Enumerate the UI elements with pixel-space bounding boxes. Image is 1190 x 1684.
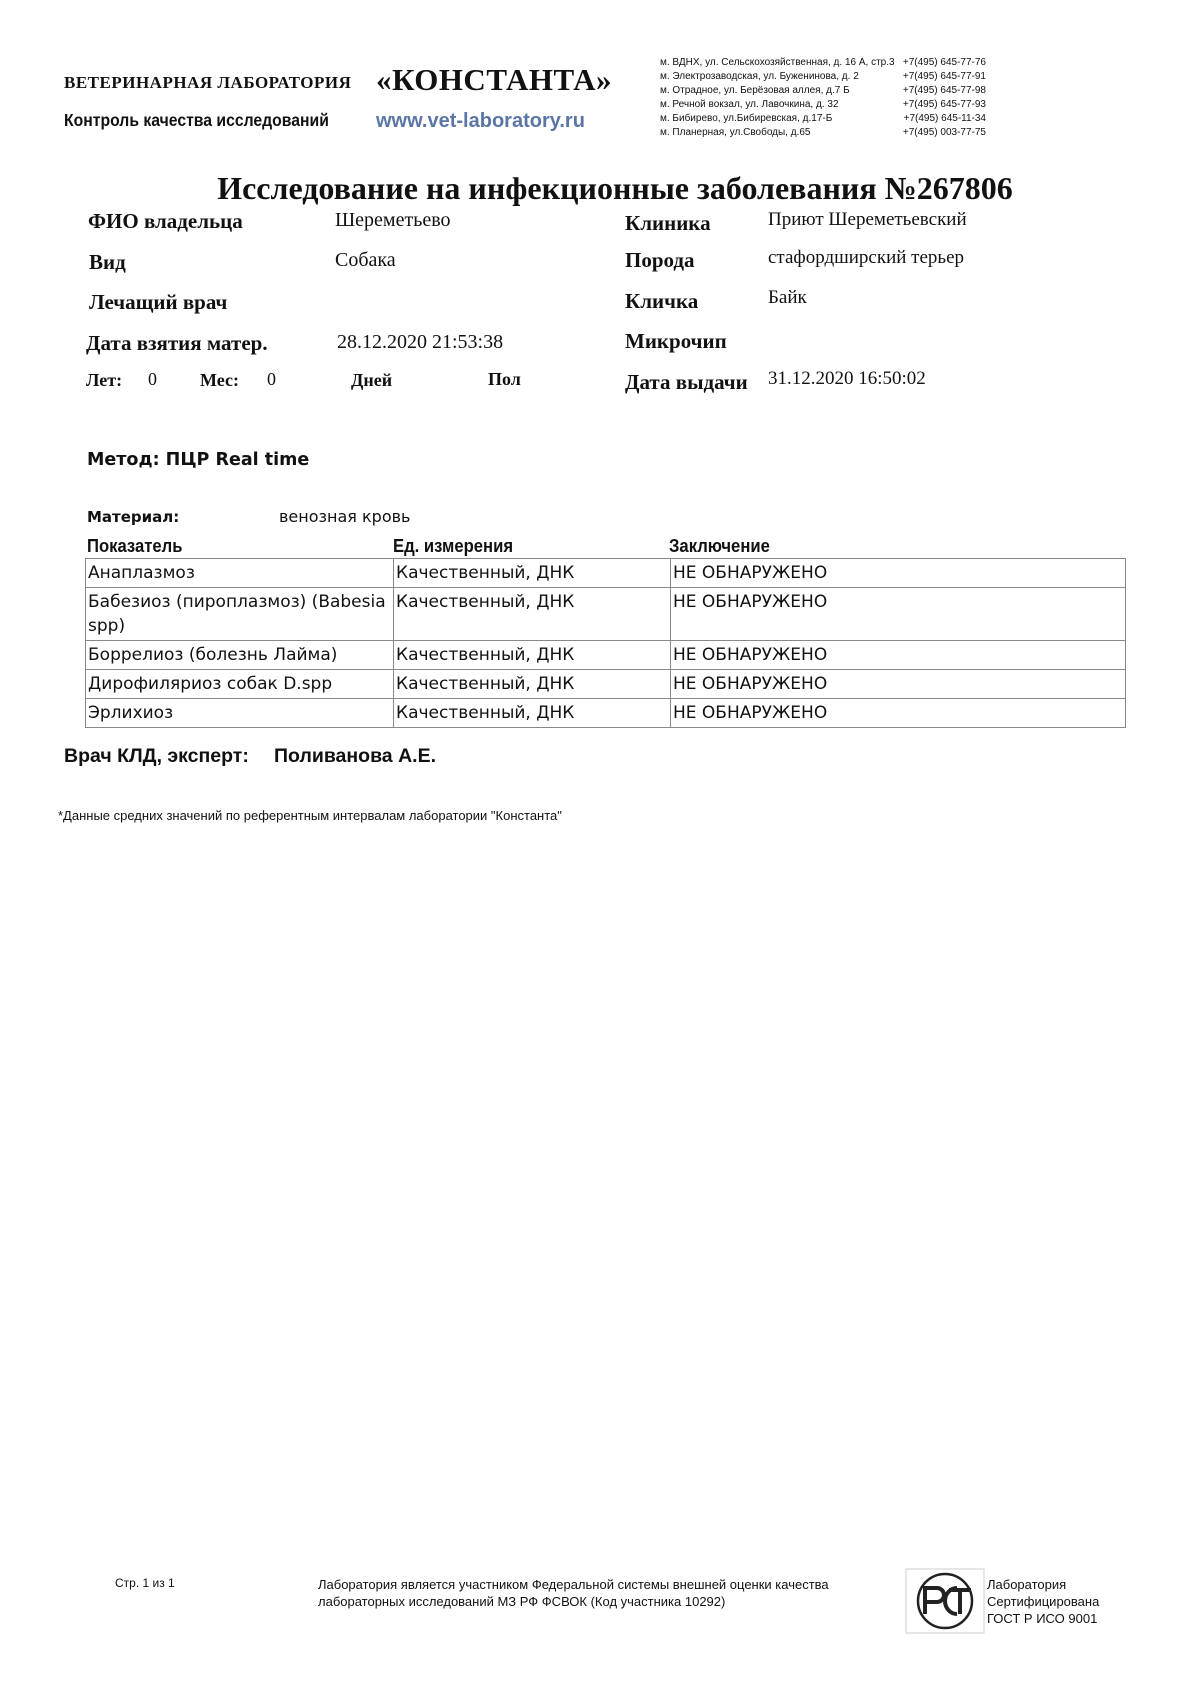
branch-address: м. Речной вокзал, ул. Лавочкина, д. 32 [660,99,839,110]
years-value: 0 [148,369,157,389]
months-label: Мес: [200,370,239,390]
unit-cell: Качественный, ДНК [394,588,671,641]
signature-label: Врач КЛД, эксперт: [64,745,249,767]
column-header-unit: Ед. измерения [393,535,514,556]
sample-date-label: Дата взятия матер. [86,331,268,355]
quality-control-caption: Контроль качества исследований [64,110,329,130]
material-label: Материал: [87,508,180,526]
unit-cell: Качественный, ДНК [394,641,671,670]
column-header-indicator: Показатель [87,535,183,556]
breed-label: Порода [625,248,695,272]
lab-name: ВЕТЕРИНАРНАЯ ЛАБОРАТОРИЯ [64,73,352,92]
footnote: *Данные средних значений по референтным интервалам лаборатории "Константа" [58,808,562,823]
method-caption: Метод: ПЦР Real time [87,450,310,470]
website-link[interactable]: www.vet-laboratory.ru [376,110,585,132]
branch-item [660,56,1000,70]
microchip-label: Микрочип [625,329,727,353]
branch-item [660,70,1000,84]
table-row [86,588,1126,641]
table-row [86,641,1126,670]
issue-date-value: 31.12.2020 16:50:02 [768,368,926,389]
branch-item [660,126,1000,140]
branch-phone: +7(495) 645-77-93 [902,99,986,110]
branch-item [660,98,1000,112]
cert-line: Лаборатория [987,1577,1067,1592]
years-label: Лет: [86,370,123,390]
certification-text [987,1576,1099,1627]
sample-date-value: 28.12.2020 21:53:38 [337,331,504,353]
branch-item [660,84,1000,98]
table-row [86,559,1126,588]
conclusion-cell: НЕ ОБНАРУЖЕНО [671,588,1126,641]
branch-phone: +7(495) 645-11-34 [903,113,986,124]
species-label: Вид [89,250,126,274]
indicator-cell: Бабезиоз (пироплазмоз) (Babesia spp) [86,588,394,641]
branch-phone: +7(495) 645-77-76 [902,57,986,68]
conclusion-cell: НЕ ОБНАРУЖЕНО [671,641,1126,670]
table-row [86,699,1126,728]
document-title: Исследование на инфекционные заболевания №267806 [217,170,1013,206]
page-number: Стр. 1 из 1 [115,1576,175,1590]
fsvok-notice [318,1576,878,1610]
conclusion-cell: НЕ ОБНАРУЖЕНО [671,559,1126,588]
signature-name: Поливанова А.Е. [274,745,436,767]
branch-phone: +7(495) 645-77-98 [902,85,986,96]
branch-list [660,56,1000,140]
brand-name: «КОНСТАНТА» [376,62,612,97]
issue-date-label: Дата выдачи [625,370,748,394]
clinic-value: Приют Шереметьевский [768,209,967,230]
rst-certification-logo-icon [905,1568,985,1634]
branch-address: м. Планерная, ул.Свободы, д.65 [660,127,811,138]
cert-line: Сертифицирована [987,1594,1100,1609]
branch-item [660,112,1000,126]
breed-value: стафордширский терьер [768,247,965,268]
conclusion-cell: НЕ ОБНАРУЖЕНО [671,699,1126,728]
species-value: Собака [335,249,396,271]
branch-address: м. ВДНХ, ул. Сельскохозяйственная, д. 16 А, стр.3 [660,57,895,68]
months-value: 0 [267,369,276,389]
column-header-conclusion: Заключение [669,535,770,556]
fsvok-line: лабораторных исследований МЗ РФ ФСВОК (Код участника 10292) [318,1594,726,1609]
pet-name-value: Байк [768,287,807,308]
owner-value: Шереметьево [335,209,451,231]
conclusion-cell: НЕ ОБНАРУЖЕНО [671,670,1126,699]
pet-name-label: Кличка [625,289,699,313]
unit-cell: Качественный, ДНК [394,670,671,699]
results-table [85,558,1126,728]
indicator-cell: Анаплазмоз [86,559,394,588]
branch-phone: +7(495) 645-77-91 [902,71,986,82]
unit-cell: Качественный, ДНК [394,559,671,588]
sex-label: Пол [488,369,521,389]
indicator-cell: Эрлихиоз [86,699,394,728]
owner-label: ФИО владельца [88,209,243,233]
material-value: венозная кровь [279,507,411,526]
indicator-cell: Боррелиоз (болезнь Лайма) [86,641,394,670]
clinic-label: Клиника [625,211,711,235]
table-row [86,670,1126,699]
vet-label: Лечащий врач [89,290,228,314]
branch-address: м. Электрозаводская, ул. Буженинова, д. 2 [660,71,859,82]
branch-phone: +7(495) 003-77-75 [902,127,986,138]
unit-cell: Качественный, ДНК [394,699,671,728]
branch-address: м. Отрадное, ул. Берёзовая аллея, д.7 Б [660,85,850,96]
days-label: Дней [351,370,393,390]
fsvok-line: Лаборатория является участником Федеральной системы внешней оценки качества [318,1577,829,1592]
cert-line: ГОСТ Р ИСО 9001 [987,1611,1098,1626]
indicator-cell: Дирофиляриоз собак D.spp [86,670,394,699]
branch-address: м. Бибирево, ул.Бибиревская, д.17-Б [660,113,833,124]
